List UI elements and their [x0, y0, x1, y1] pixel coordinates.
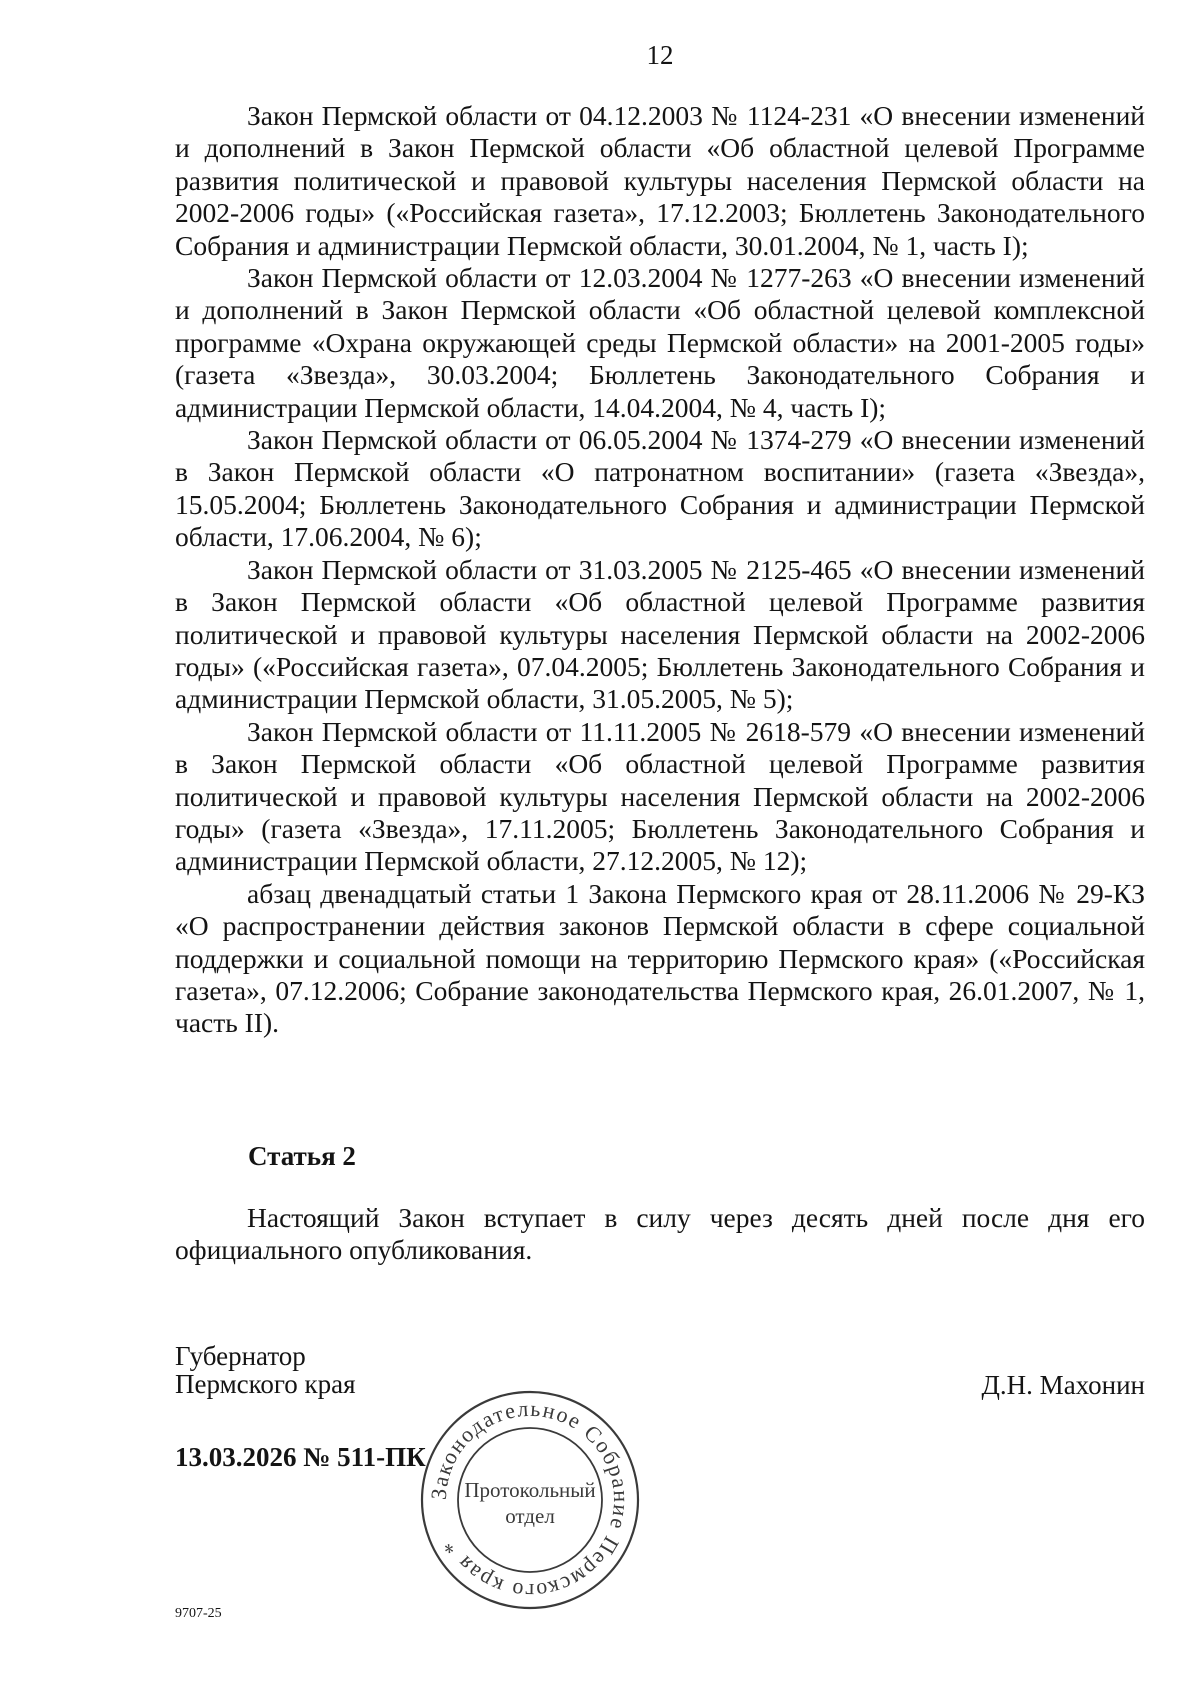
law-paragraph-1: Закон Пермской области от 04.12.2003 № 1124-231 «О внесении изменений и дополнений в Закон Пермской области «Об областной целевой Программе развития политической и правовой культуры населения Пермской области на 2002-2006 годы» («Российская газета», 17.12.2003; Бюллетень Законодательного Собрания и администрации Пермской области, 30.01.2004, № 1, часть I); [175, 100, 1145, 261]
signature-title [175, 1342, 356, 1398]
seal-center-line1: Протокольный [464, 1478, 596, 1502]
article-heading: Статья 2 [248, 1141, 356, 1171]
seal-center-line2: отдел [505, 1504, 555, 1528]
law-paragraph-2: Закон Пермской области от 12.03.2004 № 1277-263 «О внесении изменений и дополнений в Закон Пермской области «Об областной целевой комплексной программе «Охрана окружающей среды Пермской области» на 2001-2005 годы» (газета «Звезда», 30.03.2004; Бюллетень Законодательного Собрания и администрации Пермской области, 14.04.2004, № 4, часть I); [175, 262, 1145, 423]
law-paragraph-3: Закон Пермской области от 06.05.2004 № 1374-279 «О внесении изменений в Закон Пермской области «О патронатном воспитании» (газета «Звезда», 15.05.2004; Бюллетень Законодательного Собрания и администрации Пермской области, 17.06.2004, № 6); [175, 424, 1145, 553]
official-seal [415, 1385, 645, 1615]
footer-code: 9707-25 [175, 1606, 222, 1621]
signature-title-line1: Губернатор [175, 1341, 306, 1371]
page-number: 12 [646, 40, 674, 70]
signature-title-line2: Пермского края [175, 1369, 356, 1399]
seal-ring-textpath: Законодательное Собрание Пермского края * [425, 1395, 635, 1605]
signatory-name: Д.Н. Махонин [981, 1370, 1145, 1400]
law-list [175, 100, 1145, 1040]
law-paragraph-4: Закон Пермской области от 31.03.2005 № 2125-465 «О внесении изменений в Закон Пермской области «Об областной целевой Программе развития политической и правовой культуры населения Пермской области на 2002-2006 годы» («Российская газета», 07.04.2005; Бюллетень Законодательного Собрания и администрации Пермской области, 31.05.2005, № 5); [175, 553, 1145, 715]
law-paragraph-5: Закон Пермской области от 11.11.2005 № 2618-579 «О внесении изменений в Закон Пермской области «Об областной целевой Программе развития политической и правовой культуры населения Пермской области на 2002-2006 годы» (газета «Звезда», 17.11.2005; Бюллетень Законодательного Собрания и администрации Пермской области, 27.12.2005, № 12); [175, 715, 1145, 877]
article-text: Настоящий Закон вступает в силу через десять дней после дня его официального опубликования. [175, 1202, 1145, 1266]
document-number: 13.03.2026 № 511-ПК [175, 1442, 426, 1472]
seal-stamp-icon [415, 1385, 645, 1615]
law-paragraph-6: абзац двенадцатый статьи 1 Закона Пермского края от 28.11.2006 № 29-КЗ «О распространении действия законов Пермской области в сфере социальной поддержки и социальной помощи на территорию Пермского края» («Российская газета», 07.12.2006; Собрание законодательства Пермского края, 26.01.2007, № 1, часть II). [175, 877, 1145, 1039]
